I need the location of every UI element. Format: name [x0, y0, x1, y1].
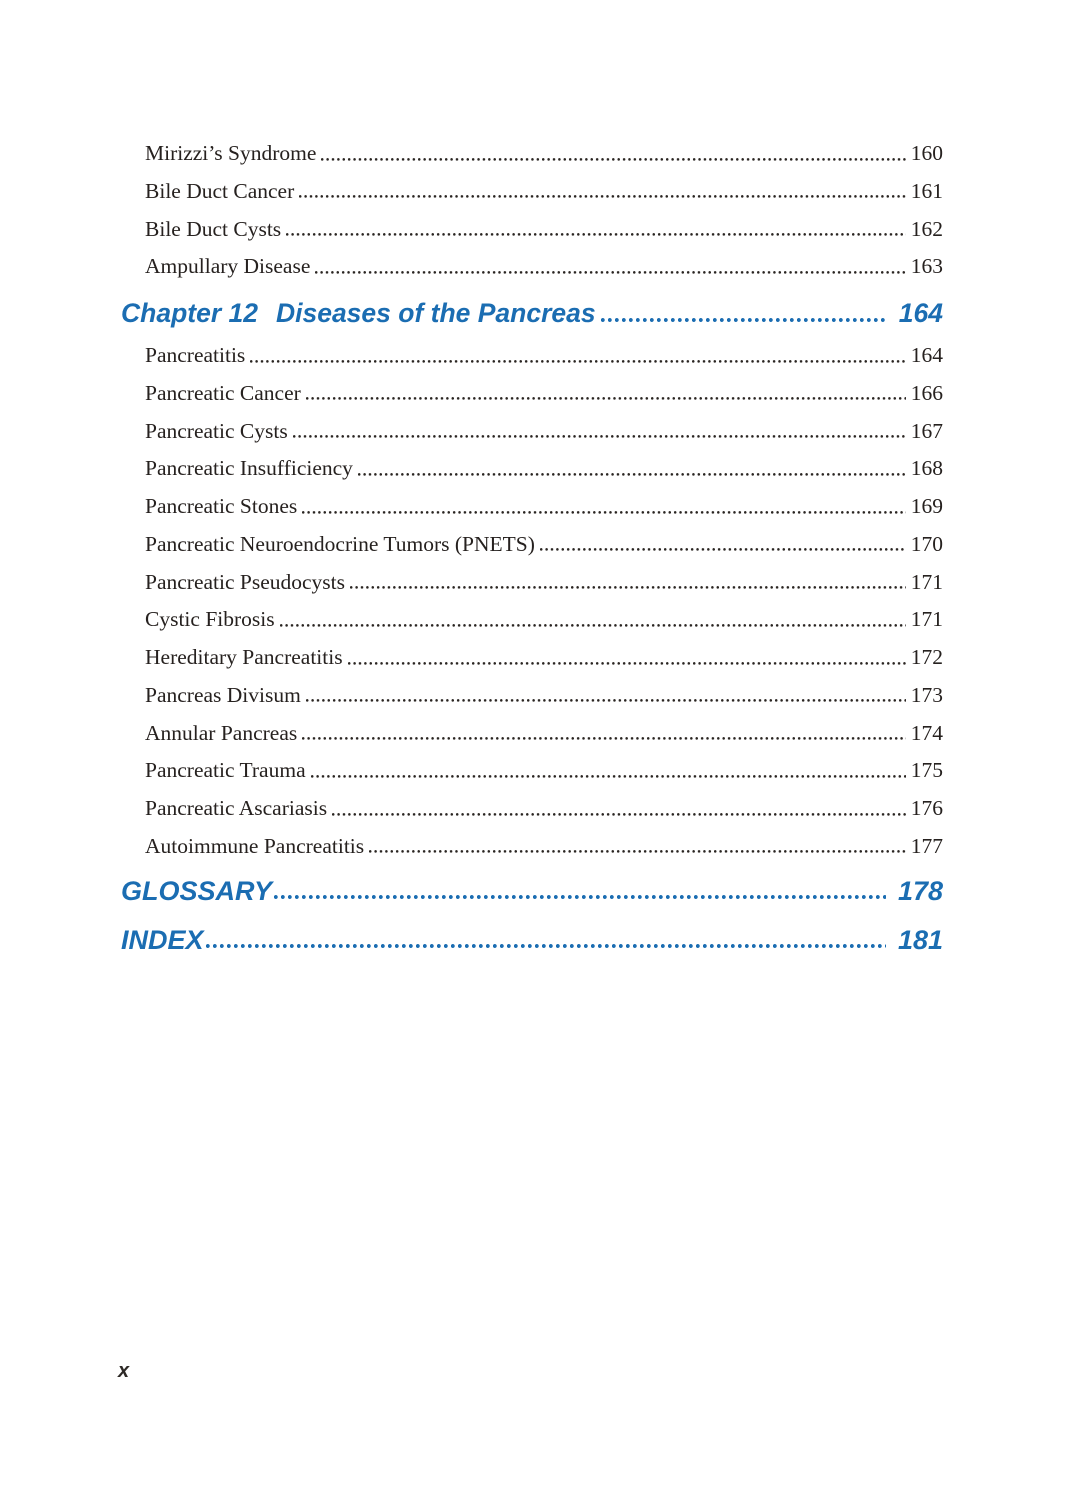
toc-entry: [121, 413, 943, 451]
toc-entry-page: 161: [910, 178, 943, 203]
toc-entry: [121, 601, 943, 639]
toc-entry: [121, 564, 943, 602]
dot-leader: [358, 450, 906, 488]
dot-leader: [302, 715, 906, 753]
dot-leader: [332, 790, 906, 828]
dot-leader: [321, 135, 905, 173]
backmatter-page: 181: [897, 924, 943, 955]
toc-entry-label: Bile Duct Cysts: [145, 216, 282, 241]
dot-leader: [311, 752, 906, 790]
toc-entry-page: 167: [910, 418, 943, 443]
dot-leader: [601, 289, 887, 337]
toc-backmatter-index: [121, 916, 943, 964]
toc-entry-label: Mirizzi’s Syndrome: [145, 141, 317, 165]
toc-entry-page: 160: [910, 141, 943, 165]
toc-entry-page: 172: [910, 645, 943, 669]
toc-entry: [121, 450, 943, 488]
toc-entry-page: 166: [910, 380, 943, 405]
toc-entry-page: 168: [910, 456, 943, 481]
toc-entry-label: Annular Pancreas: [145, 720, 298, 745]
chapter-title: Diseases of the Pancreas: [275, 298, 596, 328]
toc-entry: [121, 337, 943, 375]
toc-chapter-heading: [121, 289, 943, 337]
toc-entry-label: Pancreatic Neuroendocrine Tumors (PNETS): [145, 531, 535, 556]
dot-leader: [350, 564, 906, 602]
toc-entry: [121, 173, 943, 211]
toc-entry-label: Pancreas Divisum: [145, 682, 301, 707]
chapter-page: 164: [898, 298, 943, 328]
dot-leader: [315, 248, 905, 286]
toc-entry-label: Pancreatic Insufficiency: [145, 456, 353, 481]
toc-entry-page: 163: [910, 254, 943, 279]
toc-list: [121, 135, 943, 964]
toc-entry-page: 170: [910, 531, 943, 556]
toc-entry-page: 162: [910, 216, 943, 241]
toc-entry-label: Autoimmune Pancreatitis: [145, 833, 365, 858]
toc-entry-label: Ampullary Disease: [145, 254, 311, 279]
toc-entry-page: 171: [910, 569, 943, 594]
toc-entry: [121, 752, 943, 790]
toc-entry: [121, 375, 943, 413]
toc-entry-page: 169: [910, 494, 943, 518]
toc-entry-label: Pancreatic Ascariasis: [145, 796, 328, 820]
toc-entry: [121, 526, 943, 564]
dot-leader: [540, 526, 906, 564]
toc-entry-label: Cystic Fibrosis: [145, 607, 275, 632]
toc-entry-label: Pancreatic Cysts: [145, 418, 288, 443]
dot-leader: [306, 677, 906, 715]
toc-entry-page: 174: [910, 720, 943, 745]
toc-entry-page: 175: [910, 758, 943, 783]
dot-leader: [369, 828, 906, 866]
toc-entry-page: 177: [910, 833, 943, 858]
toc-entry-label: Pancreatic Pseudocysts: [145, 569, 346, 594]
dot-leader: [348, 639, 906, 677]
toc-entry-label: Pancreatic Cancer: [145, 380, 301, 405]
dot-leader: [306, 375, 906, 413]
dot-leader: [274, 867, 886, 915]
toc-entry-label: Hereditary Pancreatitis: [145, 645, 343, 669]
toc-backmatter-glossary: [121, 867, 943, 915]
toc-entry: [121, 135, 943, 173]
toc-entry-label: Pancreatic Stones: [145, 494, 298, 518]
toc-entry-page: 173: [910, 682, 943, 707]
toc-entry-label: Pancreatic Trauma: [145, 758, 306, 783]
toc-entry: [121, 248, 943, 286]
toc-entry: [121, 677, 943, 715]
toc-entry-page: 176: [910, 796, 943, 820]
dot-leader: [302, 488, 906, 526]
dot-leader: [293, 413, 906, 451]
toc-entry: [121, 828, 943, 866]
toc-entry: [121, 639, 943, 677]
backmatter-page: 178: [897, 875, 943, 906]
page-number: x: [118, 1360, 130, 1382]
backmatter-title: INDEX: [121, 924, 204, 955]
backmatter-title: GLOSSARY: [121, 875, 273, 906]
toc-entry: [121, 488, 943, 526]
toc-entry: [121, 715, 943, 753]
toc-entry-label: Pancreatitis: [145, 343, 246, 367]
toc-entry-label: Bile Duct Cancer: [145, 178, 295, 203]
toc-entry-page: 164: [910, 343, 943, 367]
dot-leader: [250, 337, 905, 375]
toc-entry-page: 171: [910, 607, 943, 632]
toc-entry: [121, 211, 943, 249]
dot-leader: [280, 601, 906, 639]
chapter-number-label: Chapter 12: [121, 298, 258, 328]
toc-entry: [121, 790, 943, 828]
dot-leader: [299, 173, 905, 211]
dot-leader: [286, 211, 906, 249]
dot-leader: [206, 916, 886, 964]
